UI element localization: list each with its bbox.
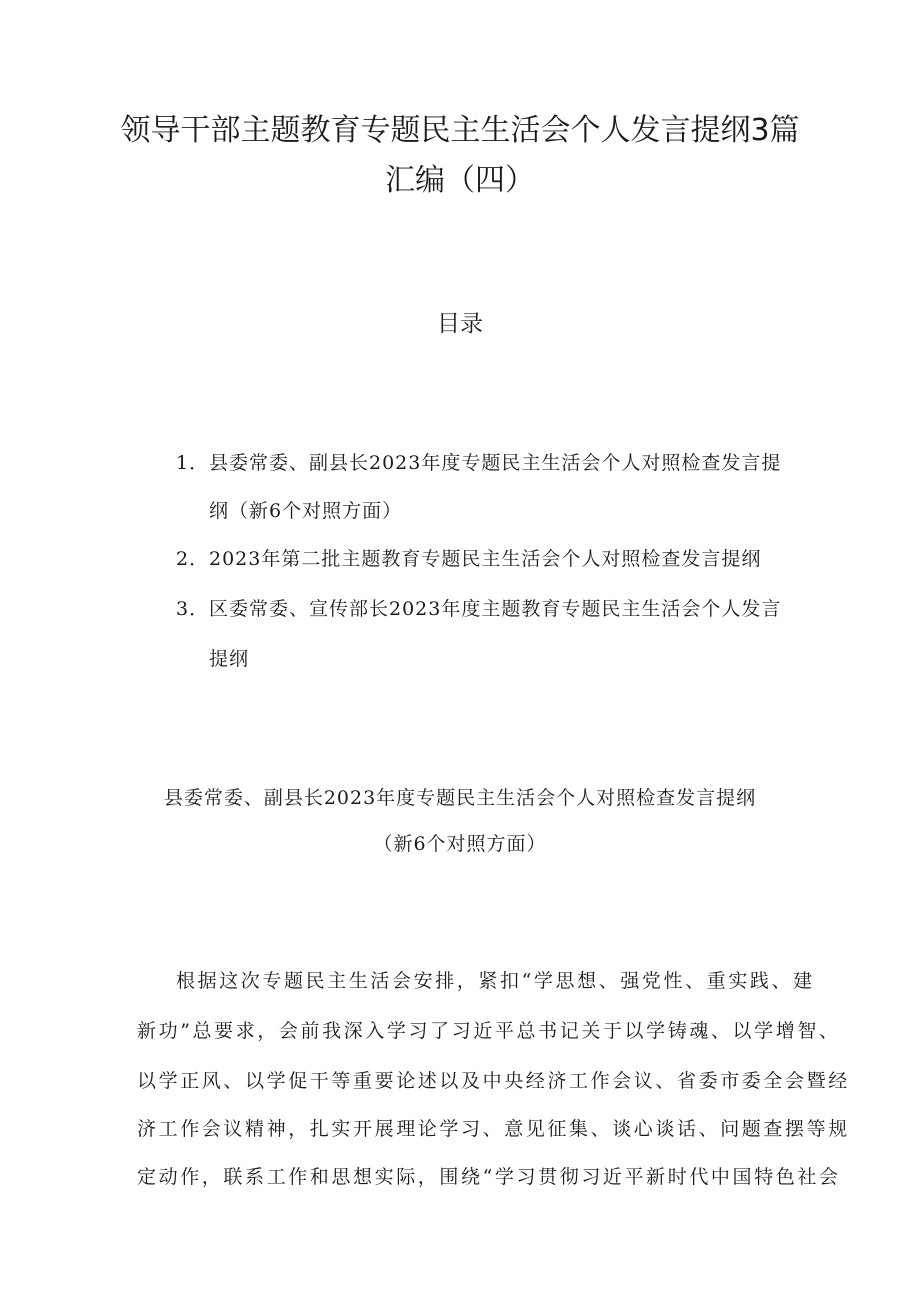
body-line-1: 根据这次专题民主生活会安排，紧扣“学思想、强党性、重实践、建 xyxy=(176,970,815,992)
document-title-line-1: 领导干部主题教育专题民主生活会个人发言提纲3篇 xyxy=(120,113,800,148)
toc-item-1-text: 县委常委、副县长2023年度专题民主生活会个人对照检查发言提 xyxy=(209,452,782,474)
body-line-5: 定动作，联系工作和思想实际，围绕“学习贯彻习近平新时代中国特色社会 xyxy=(137,1166,841,1188)
toc-item-2-number: 2． xyxy=(176,548,210,570)
section-title-line-1: 县委常委、副县长2023年度专题民主生活会个人对照检查发言提纲 xyxy=(163,787,757,809)
toc-heading: 目录 xyxy=(437,311,483,337)
body-line-3: 以学正风、以学促干等重要论述以及中央经济工作会议、省委市委全会暨经 xyxy=(137,1070,850,1092)
document-title xyxy=(120,106,800,206)
toc-item-3-number: 3． xyxy=(176,598,210,620)
toc-item-1-number: 1． xyxy=(176,452,210,474)
section-title-line-2: （新6个对照方面） xyxy=(373,833,547,855)
toc-item-2-text: 2023年第二批主题教育专题民主生活会个人对照检查发言提纲 xyxy=(209,548,762,570)
body-line-2: 新功”总要求，会前我深入学习了习近平总书记关于以学铸魂、以学增智、 xyxy=(137,1020,841,1042)
document-title-line-2: 汇编（四） xyxy=(385,163,535,198)
toc-item-3-text-continued: 提纲 xyxy=(209,648,250,670)
toc-item-3-text: 区委常委、宣传部长2023年度主题教育专题民主生活会个人发言 xyxy=(209,598,782,620)
body-line-4: 济工作会议精神，扎实开展理论学习、意见征集、谈心谈话、问题查摆等规 xyxy=(137,1118,850,1140)
toc-item-1-text-continued: 纲（新6个对照方面） xyxy=(209,500,403,522)
